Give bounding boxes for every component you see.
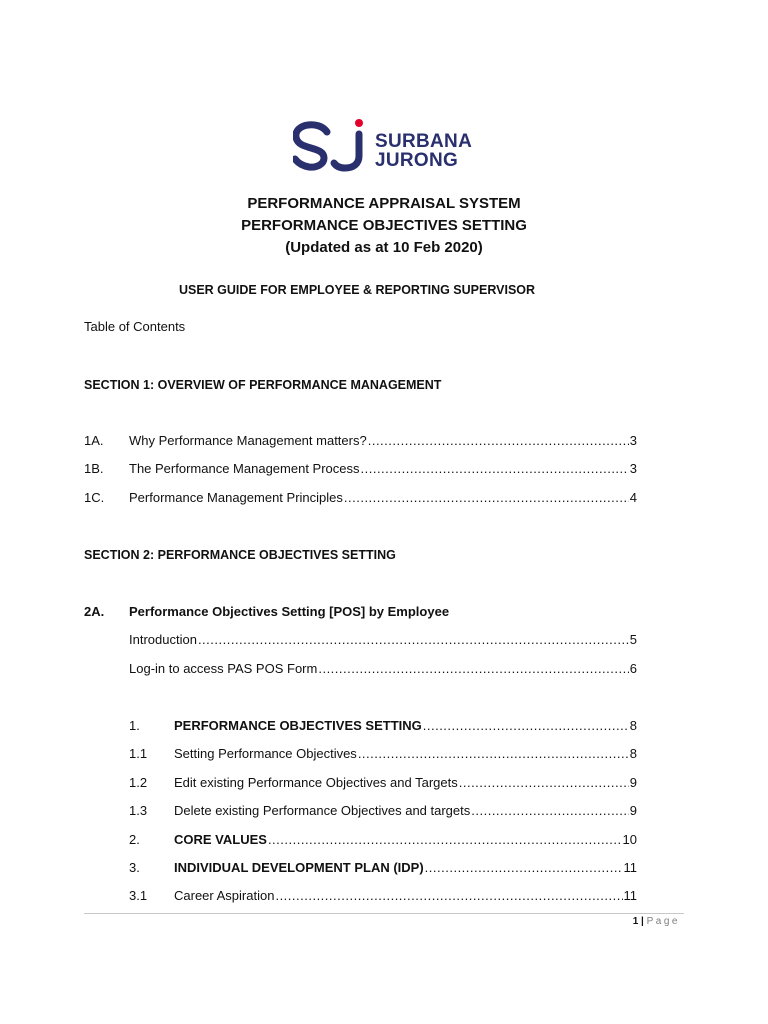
toc-entry-number: 1B. xyxy=(84,461,104,476)
toc-entry-title: Performance Management Principles xyxy=(129,490,343,505)
sj-logo-mark-icon xyxy=(293,118,373,174)
toc-entry-page: 3 xyxy=(629,461,637,476)
title-line-1: PERFORMANCE APPRAISAL SYSTEM xyxy=(247,195,521,212)
footer-divider xyxy=(84,913,684,914)
toc-entry-title: Edit existing Performance Objectives and Targets xyxy=(174,775,458,790)
toc-entry-1[interactable] xyxy=(84,717,637,735)
toc-entry-page: 8 xyxy=(629,718,637,733)
toc-entry-page: 4 xyxy=(629,490,637,505)
toc-entry-login[interactable] xyxy=(84,660,637,678)
toc-entry-title: The Performance Management Process xyxy=(129,461,360,476)
toc-entry-page: 9 xyxy=(629,775,637,790)
page-number: 1 xyxy=(632,916,639,927)
toc-entry-number: 1.2 xyxy=(129,775,148,790)
toc-leader-dots xyxy=(425,859,623,877)
toc-entry-2a[interactable] xyxy=(84,603,637,621)
toc-entry-number: 2A. xyxy=(84,604,105,619)
toc-leader-dots xyxy=(198,631,629,649)
document-title xyxy=(0,193,768,259)
toc-entry-title: INDIVIDUAL DEVELOPMENT PLAN (IDP) xyxy=(174,860,424,875)
section-1-heading: SECTION 1: OVERVIEW OF PERFORMANCE MANAGEMENT xyxy=(84,378,442,392)
toc-entry-1c[interactable] xyxy=(84,489,637,507)
toc-entry-title: PERFORMANCE OBJECTIVES SETTING xyxy=(174,718,422,733)
toc-entry-title: CORE VALUES xyxy=(174,832,267,847)
toc-entry-page: 10 xyxy=(622,832,637,847)
toc-entry-title: Setting Performance Objectives xyxy=(174,746,357,761)
toc-entry-page: 11 xyxy=(623,888,637,903)
toc-leader-dots xyxy=(459,774,629,792)
surbana-jurong-logo xyxy=(293,118,483,174)
toc-entry-number: 2. xyxy=(129,832,140,847)
toc-entry-title: Career Aspiration xyxy=(174,888,275,903)
toc-entry-title: Delete existing Performance Objectives and targets xyxy=(174,803,471,818)
toc-entry-title: Performance Objectives Setting [POS] by Employee xyxy=(129,604,450,619)
toc-entry-number: 3. xyxy=(129,860,140,875)
toc-leader-dots xyxy=(318,660,628,678)
toc-leader-dots xyxy=(423,717,629,735)
toc-entry-number: 1.1 xyxy=(129,746,148,761)
toc-leader-dots xyxy=(471,802,629,820)
toc-entry-number: 1.3 xyxy=(129,803,148,818)
toc-leader-dots xyxy=(275,887,622,905)
toc-entry-page: 3 xyxy=(629,433,637,448)
toc-label: Table of Contents xyxy=(84,319,186,334)
logo-line-jurong: JURONG xyxy=(375,150,459,171)
toc-entry-2[interactable] xyxy=(84,831,637,849)
toc-entry-title: Introduction xyxy=(129,632,197,647)
document-subtitle: USER GUIDE FOR EMPLOYEE & REPORTING SUPERVISOR xyxy=(178,283,536,297)
toc-entry-introduction[interactable] xyxy=(84,631,637,649)
toc-leader-dots xyxy=(368,432,629,450)
page-separator: | xyxy=(641,916,644,927)
toc-entry-page: 6 xyxy=(629,661,637,676)
toc-entry-page: 8 xyxy=(629,746,637,761)
title-line-3: (Updated as at 10 Feb 2020) xyxy=(285,239,483,256)
toc-entry-page: 9 xyxy=(629,803,637,818)
toc-entry-title: Why Performance Management matters? xyxy=(129,433,367,448)
logo-line-surbana: SURBANA xyxy=(375,131,473,152)
footer-page-number xyxy=(633,916,680,928)
toc-leader-dots xyxy=(361,460,629,478)
title-line-2: PERFORMANCE OBJECTIVES SETTING xyxy=(241,217,527,234)
logo-wordmark xyxy=(375,132,472,170)
toc-entry-1b[interactable] xyxy=(84,460,637,478)
toc-entry-number: 1A. xyxy=(84,433,104,448)
page-label: Page xyxy=(646,916,680,927)
section-2-heading: SECTION 2: PERFORMANCE OBJECTIVES SETTING xyxy=(84,548,396,562)
toc-leader-dots xyxy=(344,489,629,507)
toc-entry-page: 5 xyxy=(629,632,637,647)
toc-entry-3-1[interactable] xyxy=(84,887,637,905)
toc-entry-title: Log-in to access PAS POS Form xyxy=(129,661,318,676)
toc-leader-dots xyxy=(268,831,622,849)
toc-leader-dots xyxy=(358,745,629,763)
toc-entry-number: 3.1 xyxy=(129,888,148,903)
toc-entry-3[interactable] xyxy=(84,859,637,877)
toc-entry-number: 1. xyxy=(129,718,140,733)
toc-entry-number: 1C. xyxy=(84,490,105,505)
toc-entry-1-3[interactable] xyxy=(84,802,637,820)
toc-entry-page: 11 xyxy=(623,860,637,875)
toc-entry-1-1[interactable] xyxy=(84,745,637,763)
toc-entry-1-2[interactable] xyxy=(84,774,637,792)
toc-entry-1a[interactable] xyxy=(84,432,637,450)
